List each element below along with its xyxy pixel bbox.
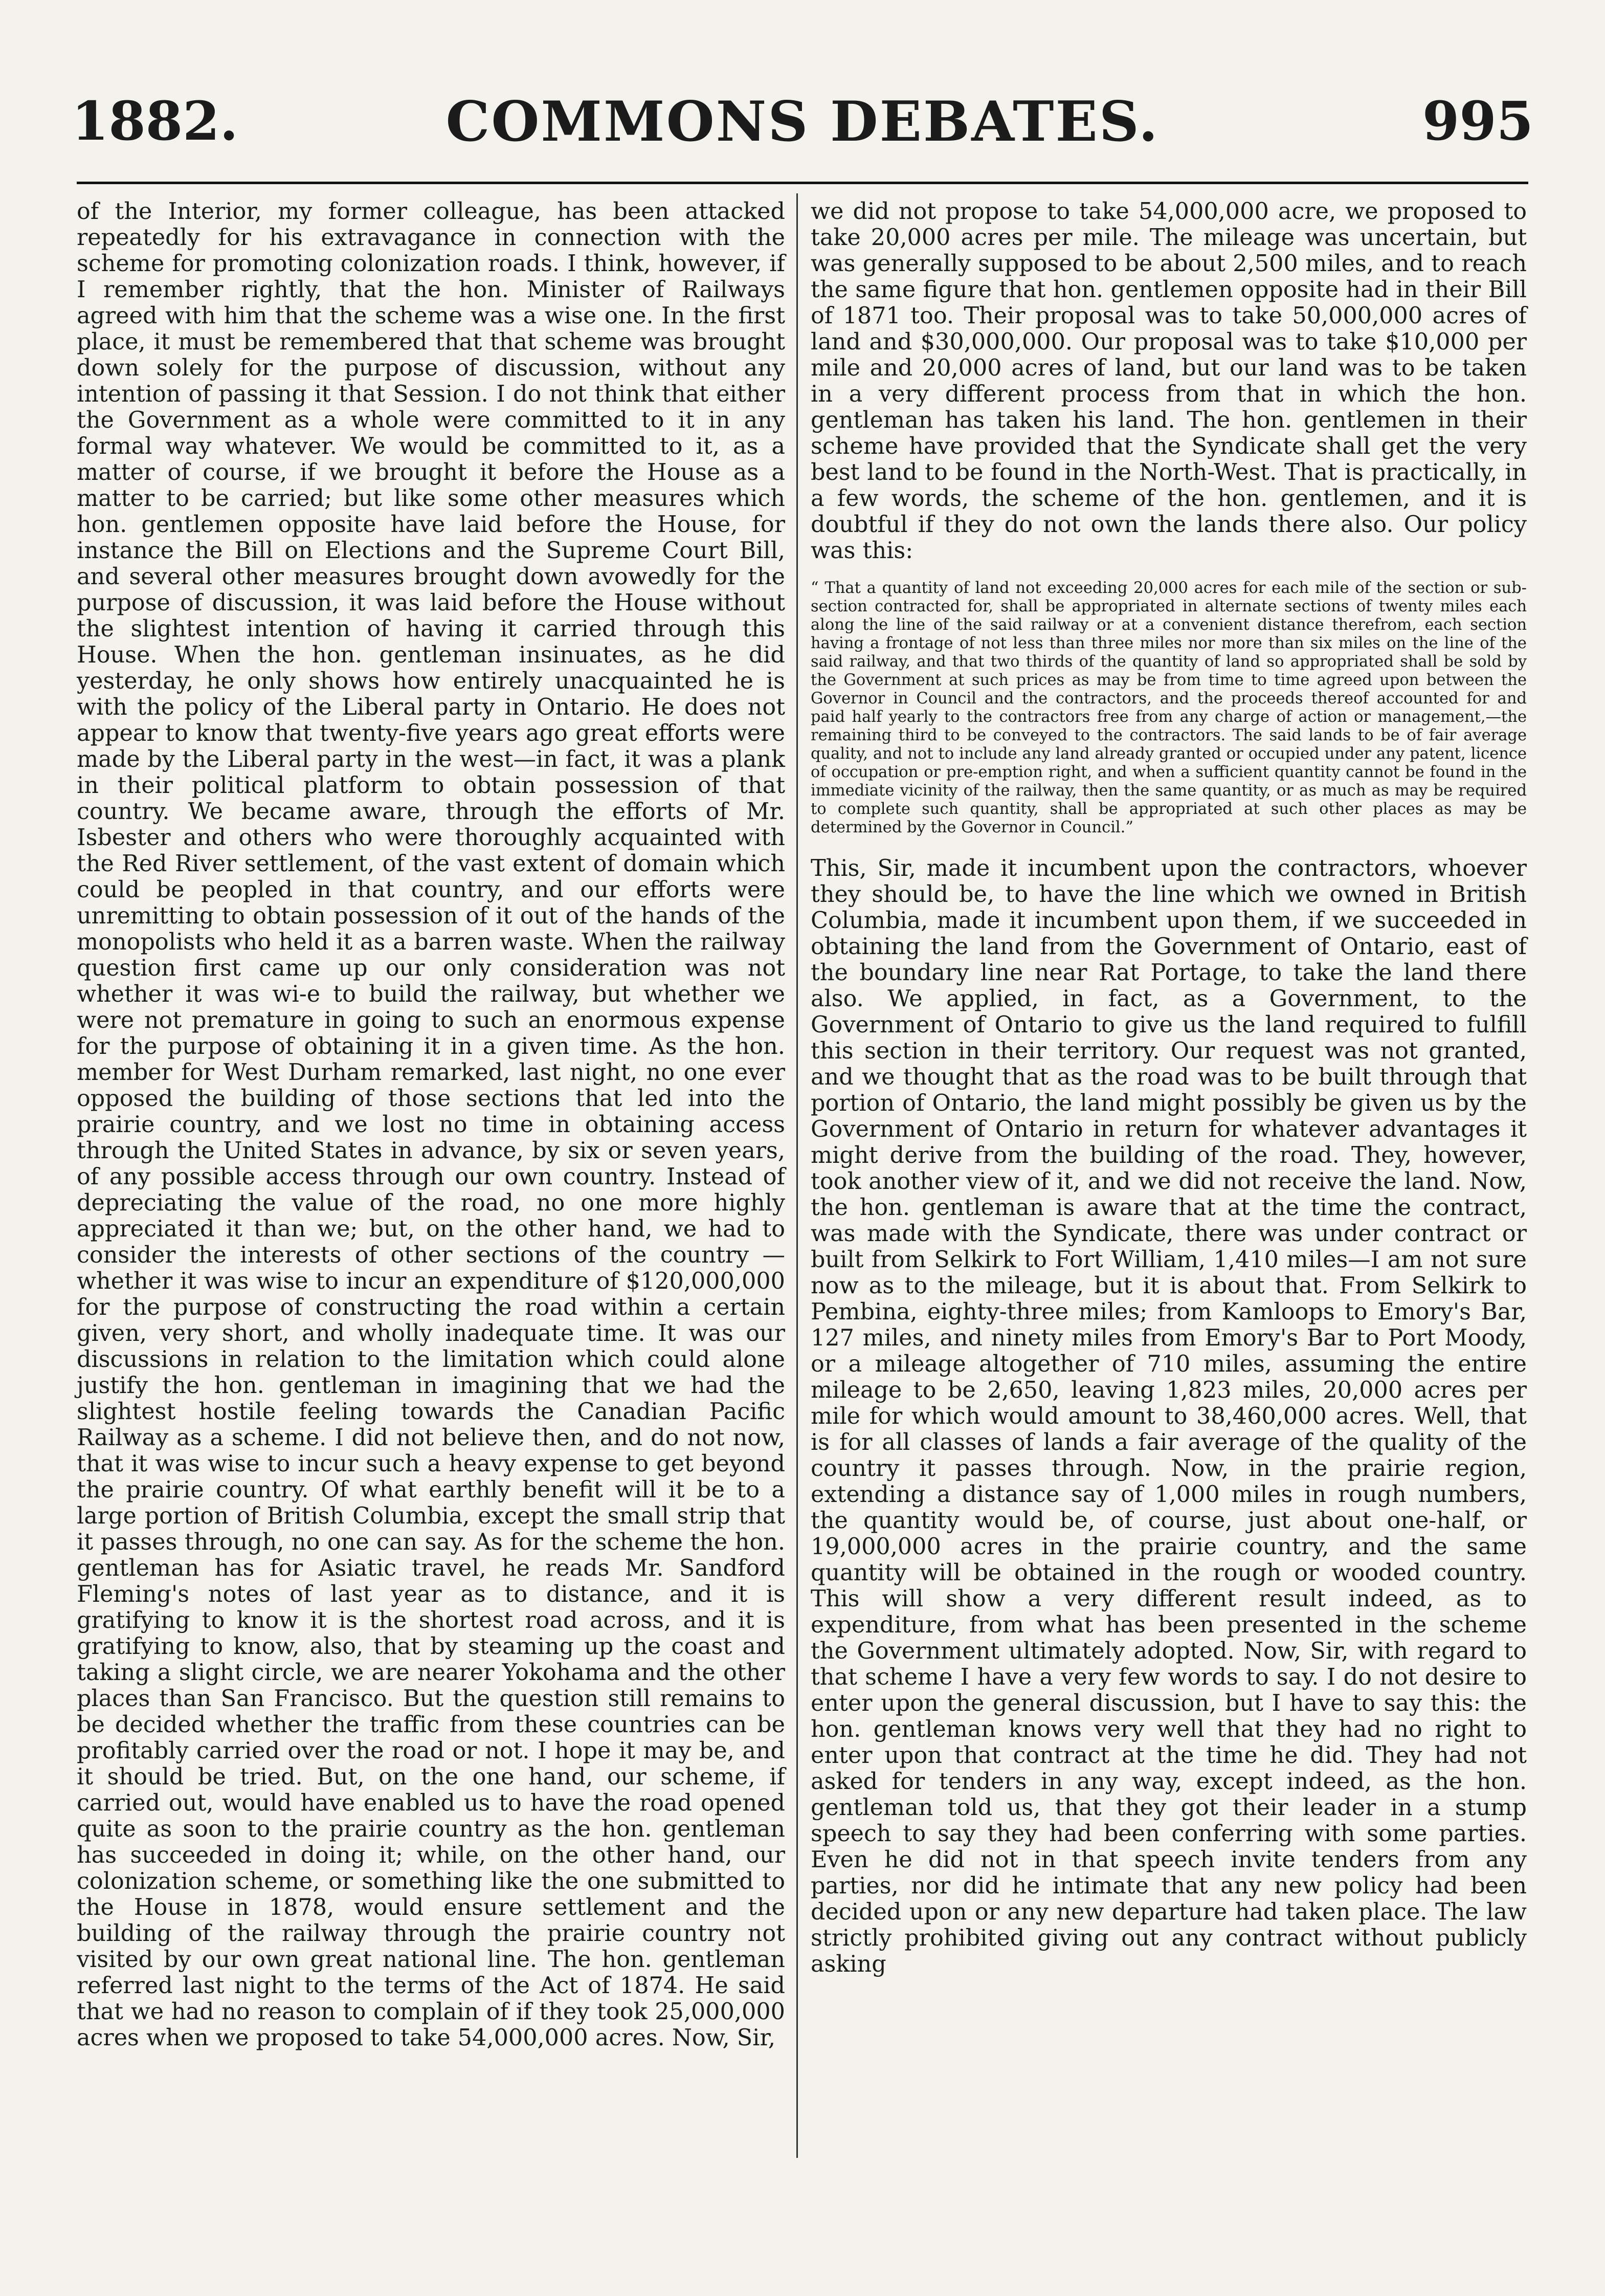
header-year: 1882. (72, 90, 238, 152)
left-column (77, 198, 785, 2051)
right-column (811, 198, 1527, 1977)
right-paragraph-2: This, Sir, made it incumbent upon the contractors, whoever they should be, to have the line which we owned in British Columbia, made it incumbent upon them, if we succeeded in obtaining the land from the Government of Ontario, east of the boundary line near Rat Portage, to take the land there also. We applied, in fact, as a Government, to the Government of Ontario to give us the land required to fulfill this section in their territory. Our request was not granted, and we thought that as the road was to be built through that portion of Ontario, the land might possibly be given us by the Government of Ontario in return for whatever advantages it might derive from the building of the road. They, however, took another view of it, and we did not receive the land. Now, the hon. gentleman is aware that at the time the contract, was made with the Syndicate, there was under contract or built from Selkirk to Fort William, 1,410 miles—I am not sure now as to the mileage, but it is about that. From Selkirk to Pembina, eighty-three miles; from Kamloops to Emory's Bar, 127 miles, and ninety miles from Emory's Bar to Port Moody, or a mileage altogether of 710 miles, assuming the entire mileage to be 2,650, leaving 1,823 miles, 20,000 acres per mile for which would amount to 38,460,000 acres. Well, that is for all classes of lands a fair average of the quality of the country it passes through. Now, in the prairie region, extending a distance say of 1,000 miles in rough numbers, the quantity would be, of course, just about one-half, or 19,000,000 acres in the prairie country, and the same quantity will be obtained in the rough or wooded country. This will show a very different result indeed, as to expenditure, from what has been presented in the scheme the Government ultimately adopted. Now, Sir, with regard to that scheme I have a very few words to say. I do not desire to enter upon the general discussion, but I have to say this: the hon. gentleman knows very well that they had no right to enter upon that contract at the time he did. They had not asked for tenders in any way, except indeed, as the hon. gentleman told us, that they got their leader in a stump speech to say they had been conferring with some parties. Even he did not in that speech invite tenders from any parties, nor did he intimate that any new policy had been decided upon or any new departure had taken place. The law strictly prohibited giving out any contract without publicly asking (811, 855, 1527, 1977)
left-column-text: of the Interior, my former colleague, has been attacked repeatedly for his extravagance in connection with the scheme for promoting colonization roads. I think, however, if I remember rightly, that the hon. Minister of Railways agreed with him that the scheme was a wise one. In the first place, it must be remembered that that scheme was brought down solely for the purpose of discussion, without any intention of passing it that Session. I do not think that either the Government as a whole were committed to it in any formal way whatever. We would be committed to it, as a matter of course, if we brought it before the House as a matter to be carried; but like some other measures which hon. gentlemen opposite have laid before the House, for instance the Bill on Elections and the Supreme Court Bill, and several other measures brought down avowedly for the purpose of discussion, it was laid before the House without the slightest intention of having it carried through this House. When the hon. gentleman insinuates, as he did yesterday, he only shows how entirely unacquainted he is with the policy of the Liberal party in Ontario. He does not appear to know that twenty-five years ago great efforts were made by the Liberal party in the west—in fact, it was a plank in their political platform to obtain possession of that country. We became aware, through the efforts of Mr. Isbester and others who were thoroughly acquainted with the Red River settlement, of the vast extent of domain which could be peopled in that country, and our efforts were unremitting to obtain possession of it out of the hands of the monopolists who held it as a barren waste. When the railway question first came up our only consideration was not whether it was wi-e to build the railway, but whether we were not premature in going to such an enormous expense for the purpose of obtaining it in a given time. As the hon. member for West Durham remarked, last night, no one ever opposed the building of those sections that led into the prairie country, and we lost no time in obtaining access through the United States in advance, by six or seven years, of any possible access through our own country. Instead of depreciating the value of the road, no one more highly appreciated it than we; but, on the other hand, we had to consider the interests of other sections of the country — whether it was wise to incur an expenditure of $120,000,000 for the purpose of constructing the road within a certain given, very short, and wholly inadequate time. It was our discussions in relation to the limitation which could alone justify the hon. gentleman in imagining that we had the slightest hostile feeling towards the Canadian Pacific Railway as a scheme. I did not believe then, and do not now, that it was wise to incur such a heavy expense to get beyond the prairie country. Of what earthly benefit will it be to a large portion of British Columbia, except the small strip that it passes through, no one can say. As for the scheme the hon. gentleman has for Asiatic travel, he reads Mr. Sandford Fleming's notes of last year as to distance, and it is gratifying to know it is the shortest road across, and it is gratifying to know, also, that by steaming up the coast and taking a slight circle, we are nearer Yokohama and the other places than San Francisco. But the question still remains to be decided whether the traffic from these countries can be profitably carried over the road or not. I hope it may be, and it should be tried. But, on the one hand, our scheme, if carried out, would have enabled us to have the road opened quite as soon to the prairie country as the hon. gentleman has succeeded in doing it; while, on the other hand, our colonization scheme, or something like the one submitted to the House in 1878, would ensure settlement and the building of the railway through the prairie country not visited by our own great national line. The hon. gentleman referred last night to the terms of the Act of 1874. He said that we had no reason to complain of if they took 25,000,000 acres when we proposed to take 54,000,000 acres. Now, Sir, (77, 198, 785, 2051)
right-paragraph-1: we did not propose to take 54,000,000 acre, we proposed to take 20,000 acres per mile. The mileage was uncertain, but was generally supposed to be about 2,500 miles, and to reach the same figure that hon. gentlemen opposite had in their Bill of 1871 too. Their proposal was to take 50,000,000 acres of land and $30,000,000. Our proposal was to take $10,000 per mile and 20,000 acres of land, but our land was to be taken in a very different process from that in which the hon. gentleman has taken his land. The hon. gentlemen in their scheme have provided that the Syndicate shall get the very best land to be found in the North-West. That is practically, in a few words, the scheme of the hon. gentlemen, and it is doubtful if they do not own the lands there also. Our policy was this: (811, 198, 1527, 564)
header-rule (77, 182, 1528, 184)
column-divider (796, 193, 798, 2158)
header-title: COMMONS DEBATES. (445, 90, 1160, 154)
header-page-number: 995 (1422, 90, 1533, 152)
page-header (0, 0, 1605, 184)
block-quote: “ That a quantity of land not exceeding 20,000 acres for each mile of the section or sub-section contracted for, shall be appropriated in alternate sections of twenty miles each along the line of the said railway or at a convenient distance therefrom, each section having a frontage of not less than three miles nor more than six miles on the line of the said railway, and that two thirds of the quantity of land so appropriated shall be sold by the Government at such prices as may be from time to time agreed upon between the Governor in Council and the contractors, and the proceeds thereof accounted for and paid half yearly to the contractors free from any charge of action or management,—the remaining third to be conveyed to the contractors. The said lands to be of fair average quality, and not to include any land already granted or occupied under any patent, licence of occupation or pre-emption right, and when a sufficient quantity cannot be found in the immediate vicinity of the railway, then the same quantity, or as much as may be required to complete such quantity, shall be appropriated at such other places as may be determined by the Governor in Council.” (811, 579, 1527, 836)
